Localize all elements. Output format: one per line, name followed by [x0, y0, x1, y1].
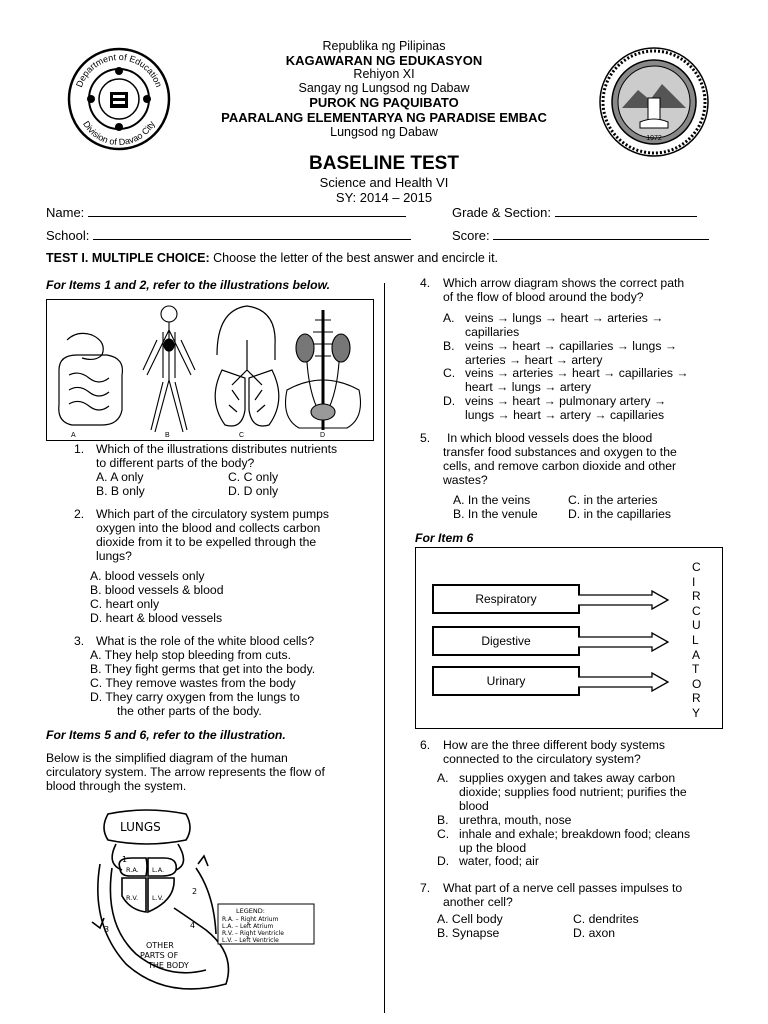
illustration-circulatory	[143, 306, 195, 432]
legend-ra: R.A. – Right Atrium	[222, 916, 279, 923]
question-7-number: 7.	[420, 881, 431, 895]
question-3-option-b[interactable]: B. They fight germs that get into the body.	[90, 662, 316, 676]
diagram-lungs-label: LUNGS	[120, 820, 161, 834]
left-seal-top-text: Department of Education	[74, 51, 164, 89]
question-5-option-c[interactable]: C. in the arteries	[568, 493, 658, 507]
ref-item-6: For Item 6	[415, 531, 474, 545]
header-republic: Republika ng Pilipinas	[322, 39, 446, 53]
diagram-other-1: OTHER	[146, 941, 174, 950]
question-4-option-b[interactable]: veins → heart → capillaries → lungs →	[465, 339, 678, 353]
question-2-option-b[interactable]: B. blood vessels & blood	[90, 583, 224, 597]
question-2-text-1: Which part of the circulatory system pumps	[96, 507, 329, 521]
question-6-option-a[interactable]: supplies oxygen and takes away carbon	[459, 771, 676, 785]
circulatory-diagram	[86, 804, 376, 1014]
diagram-description-1: Below is the simplified diagram of the human	[46, 751, 288, 765]
question-4-option-a-letter[interactable]: A.	[443, 311, 455, 325]
question-3-option-d-cont: the other parts of the body.	[117, 704, 262, 718]
question-5-option-a[interactable]: A. In the veins	[453, 493, 531, 507]
school-field[interactable]	[46, 228, 411, 243]
vertical-letter: R	[692, 691, 701, 706]
right-seal-year: 1972	[646, 135, 662, 142]
diagram-num-1: 1	[122, 855, 128, 864]
question-3-text: What is the role of the white blood cells?	[96, 634, 315, 648]
question-6-text-2: connected to the circulatory system?	[443, 752, 641, 766]
question-5-text-1: In which blood vessels does the blood	[447, 431, 653, 445]
question-4-text-1: Which arrow diagram shows the correct path	[443, 276, 685, 290]
diagram-num-2: 2	[192, 887, 198, 896]
question-5-text-3: cells, and remove carbon dioxide and other	[443, 459, 677, 473]
body-systems-diagram	[415, 547, 723, 729]
question-1-text-2: to different parts of the body?	[96, 456, 255, 470]
diagram-num-3: 3	[104, 925, 110, 934]
page-title: BASELINE TEST	[309, 153, 459, 174]
respiratory-box: Respiratory	[432, 584, 580, 614]
header-school: PAARALANG ELEMENTARYA NG PARADISE EMBAC	[221, 110, 547, 125]
grade-label: Grade & Section:	[452, 205, 551, 220]
question-3-number: 3.	[74, 634, 85, 648]
question-7-text-2: another cell?	[443, 895, 513, 909]
diagram-lv: L.V.	[152, 894, 164, 902]
subject: Science and Health VI	[319, 175, 449, 190]
question-6-option-c-letter[interactable]: C.	[437, 827, 450, 841]
question-5-option-b[interactable]: B. In the venule	[453, 507, 538, 521]
illus-label-b: B	[165, 432, 170, 439]
question-5-option-d[interactable]: D. in the capillaries	[568, 507, 671, 521]
vertical-letter: R	[692, 589, 701, 604]
question-4-option-d-letter[interactable]: D.	[443, 394, 456, 408]
question-6-option-c[interactable]: inhale and exhale; breakdown food; cleans	[459, 827, 691, 841]
question-4-option-a-cont: capillaries	[465, 325, 520, 339]
illus-label-c: C	[239, 432, 245, 439]
test-instruction-text: Choose the letter of the best answer and encircle it.	[213, 251, 499, 265]
legend-la: L.A. – Left Atrium	[222, 923, 274, 930]
question-2-option-a[interactable]: A. blood vessels only	[90, 569, 205, 583]
digestive-box: Digestive	[432, 626, 580, 656]
score-field[interactable]	[452, 228, 709, 243]
vertical-letter: A	[692, 647, 701, 662]
urinary-box: Urinary	[432, 666, 580, 696]
left-seal-bottom-text: Division of Davao City	[81, 119, 157, 148]
ref-items-5-6: For Items 5 and 6, refer to the illustration.	[46, 728, 286, 742]
score-line[interactable]	[493, 228, 709, 240]
legend-title: LEGEND:	[236, 907, 265, 915]
column-divider	[384, 283, 385, 1013]
question-6-text-1: How are the three different body systems	[443, 738, 665, 752]
question-4-option-b-letter[interactable]: B.	[443, 339, 455, 353]
name-line[interactable]	[88, 205, 406, 217]
question-4-text-2: of the flow of blood around the body?	[443, 290, 644, 304]
illustration-digestive	[59, 333, 123, 425]
header-city: Lungsod ng Dabaw	[330, 125, 438, 139]
ref-items-1-2: For Items 1 and 2, refer to the illustrations below.	[46, 278, 330, 292]
vertical-letter: C	[692, 560, 701, 574]
vertical-letter: O	[692, 676, 702, 691]
vertical-letter: U	[692, 618, 701, 633]
school-year: SY: 2014 – 2015	[335, 190, 433, 205]
question-1-option-b[interactable]: B. B only	[96, 484, 145, 498]
vertical-letter: T	[692, 662, 700, 677]
question-3-option-d[interactable]: D. They carry oxygen from the lungs to	[90, 690, 300, 704]
question-7-option-b[interactable]: B. Synapse	[437, 926, 500, 940]
diagram-other-2: PARTS OF	[140, 951, 179, 960]
illustration-urinary	[286, 310, 361, 430]
question-6-option-c-cont: up the blood	[459, 841, 527, 855]
vertical-letter: Y	[692, 706, 701, 720]
diagram-description-3: blood through the system.	[46, 779, 187, 793]
test-instructions	[46, 251, 498, 265]
school-label: School:	[46, 228, 90, 243]
question-6-option-a-cont-1: dioxide; supplies food nutrient; purifies the	[459, 785, 687, 799]
diagram-other-3: THE BODY	[148, 961, 189, 970]
question-1-text-1: Which of the illustrations distributes nutrients	[96, 442, 338, 456]
score-label: Score:	[452, 228, 490, 243]
question-4-option-c[interactable]: veins → arteries → heart → capillaries →	[465, 366, 689, 380]
organ-illustrations	[46, 299, 374, 441]
diagram-description-2: circulatory system. The arrow represents the flow of	[46, 765, 325, 779]
question-6-option-d[interactable]: water, food; air	[459, 854, 539, 868]
illus-label-d: D	[320, 432, 326, 439]
header-department: KAGAWARAN NG EDUKASYON	[285, 53, 483, 68]
vertical-letter: L	[692, 633, 699, 647]
question-4-option-c-cont: heart → lungs → artery	[465, 380, 591, 394]
question-5-text-4: wastes?	[443, 473, 488, 487]
question-1-number: 1.	[74, 442, 85, 456]
question-4-option-a[interactable]: veins → lungs → heart → arteries →	[465, 311, 664, 325]
header-division: Sangay ng Lungsod ng Dabaw	[298, 81, 470, 95]
question-4-option-d[interactable]: veins → heart → pulmonary artery →	[465, 394, 667, 408]
question-2-text-2: oxygen into the blood and collects carbon	[96, 521, 321, 535]
question-2-number: 2.	[74, 507, 85, 521]
illus-label-a: A	[71, 432, 76, 439]
question-3-option-c[interactable]: C. They remove wastes from the body	[90, 676, 296, 690]
diagram-num-4: 4	[190, 921, 196, 930]
grade-line[interactable]	[555, 205, 697, 217]
question-2-text-3: dioxide from it to be expelled through the	[96, 535, 317, 549]
diagram-la: L.A.	[152, 866, 165, 874]
question-7-option-d[interactable]: D. axon	[573, 926, 616, 940]
name-field[interactable]	[46, 205, 406, 220]
diagram-ra: R.A.	[126, 866, 139, 874]
question-1-option-c[interactable]: C. C only	[228, 470, 279, 484]
question-1-option-d[interactable]: D. D only	[228, 484, 279, 498]
school-line[interactable]	[93, 228, 411, 240]
question-1-option-a[interactable]: A. A only	[96, 470, 144, 484]
vertical-letter: I	[692, 574, 696, 589]
question-6-number: 6.	[420, 738, 431, 752]
illustration-respiratory	[215, 306, 279, 426]
question-6-option-b-letter[interactable]: B.	[437, 813, 449, 827]
question-2-option-c[interactable]: C. heart only	[90, 597, 160, 611]
question-7-option-a[interactable]: A. Cell body	[437, 912, 503, 926]
header-district: PUROK NG PAQUIBATO	[309, 95, 459, 110]
question-6-option-a-cont-2: blood	[459, 799, 489, 813]
question-6-option-d-letter[interactable]: D.	[437, 854, 450, 868]
question-4-option-c-letter[interactable]: C.	[443, 366, 456, 380]
legend-rv: R.V. – Right Ventricle	[222, 930, 284, 937]
question-5-text-2: transfer food substances and oxygen to the	[443, 445, 677, 459]
diagram-rv: R.V.	[126, 894, 139, 902]
question-3-option-a[interactable]: A. They help stop bleeding from cuts.	[90, 648, 291, 662]
question-7-text-1: What part of a nerve cell passes impulses to	[443, 881, 683, 895]
question-4-number: 4.	[420, 276, 431, 290]
question-2-option-d[interactable]: D. heart & blood vessels	[90, 611, 223, 625]
test-heading: TEST I. MULTIPLE CHOICE:	[46, 251, 210, 265]
question-4-option-d-cont: lungs → heart → artery → capillaries	[465, 408, 665, 422]
question-6-option-b[interactable]: urethra, mouth, nose	[459, 813, 572, 827]
vertical-letter: C	[692, 603, 701, 618]
question-5-number: 5.	[420, 431, 431, 445]
header-region: Rehiyon XI	[353, 67, 415, 81]
question-2-text-4: lungs?	[96, 549, 132, 563]
system-arrows	[578, 591, 668, 691]
name-label: Name:	[46, 205, 85, 220]
question-6-option-a-letter[interactable]: A.	[437, 771, 449, 785]
question-4-option-b-cont: arteries → heart → artery	[465, 353, 603, 367]
question-7-option-c[interactable]: C. dendrites	[573, 912, 639, 926]
legend-lv: L.V. – Left Ventricle	[222, 937, 279, 944]
grade-section-field[interactable]	[452, 205, 697, 220]
